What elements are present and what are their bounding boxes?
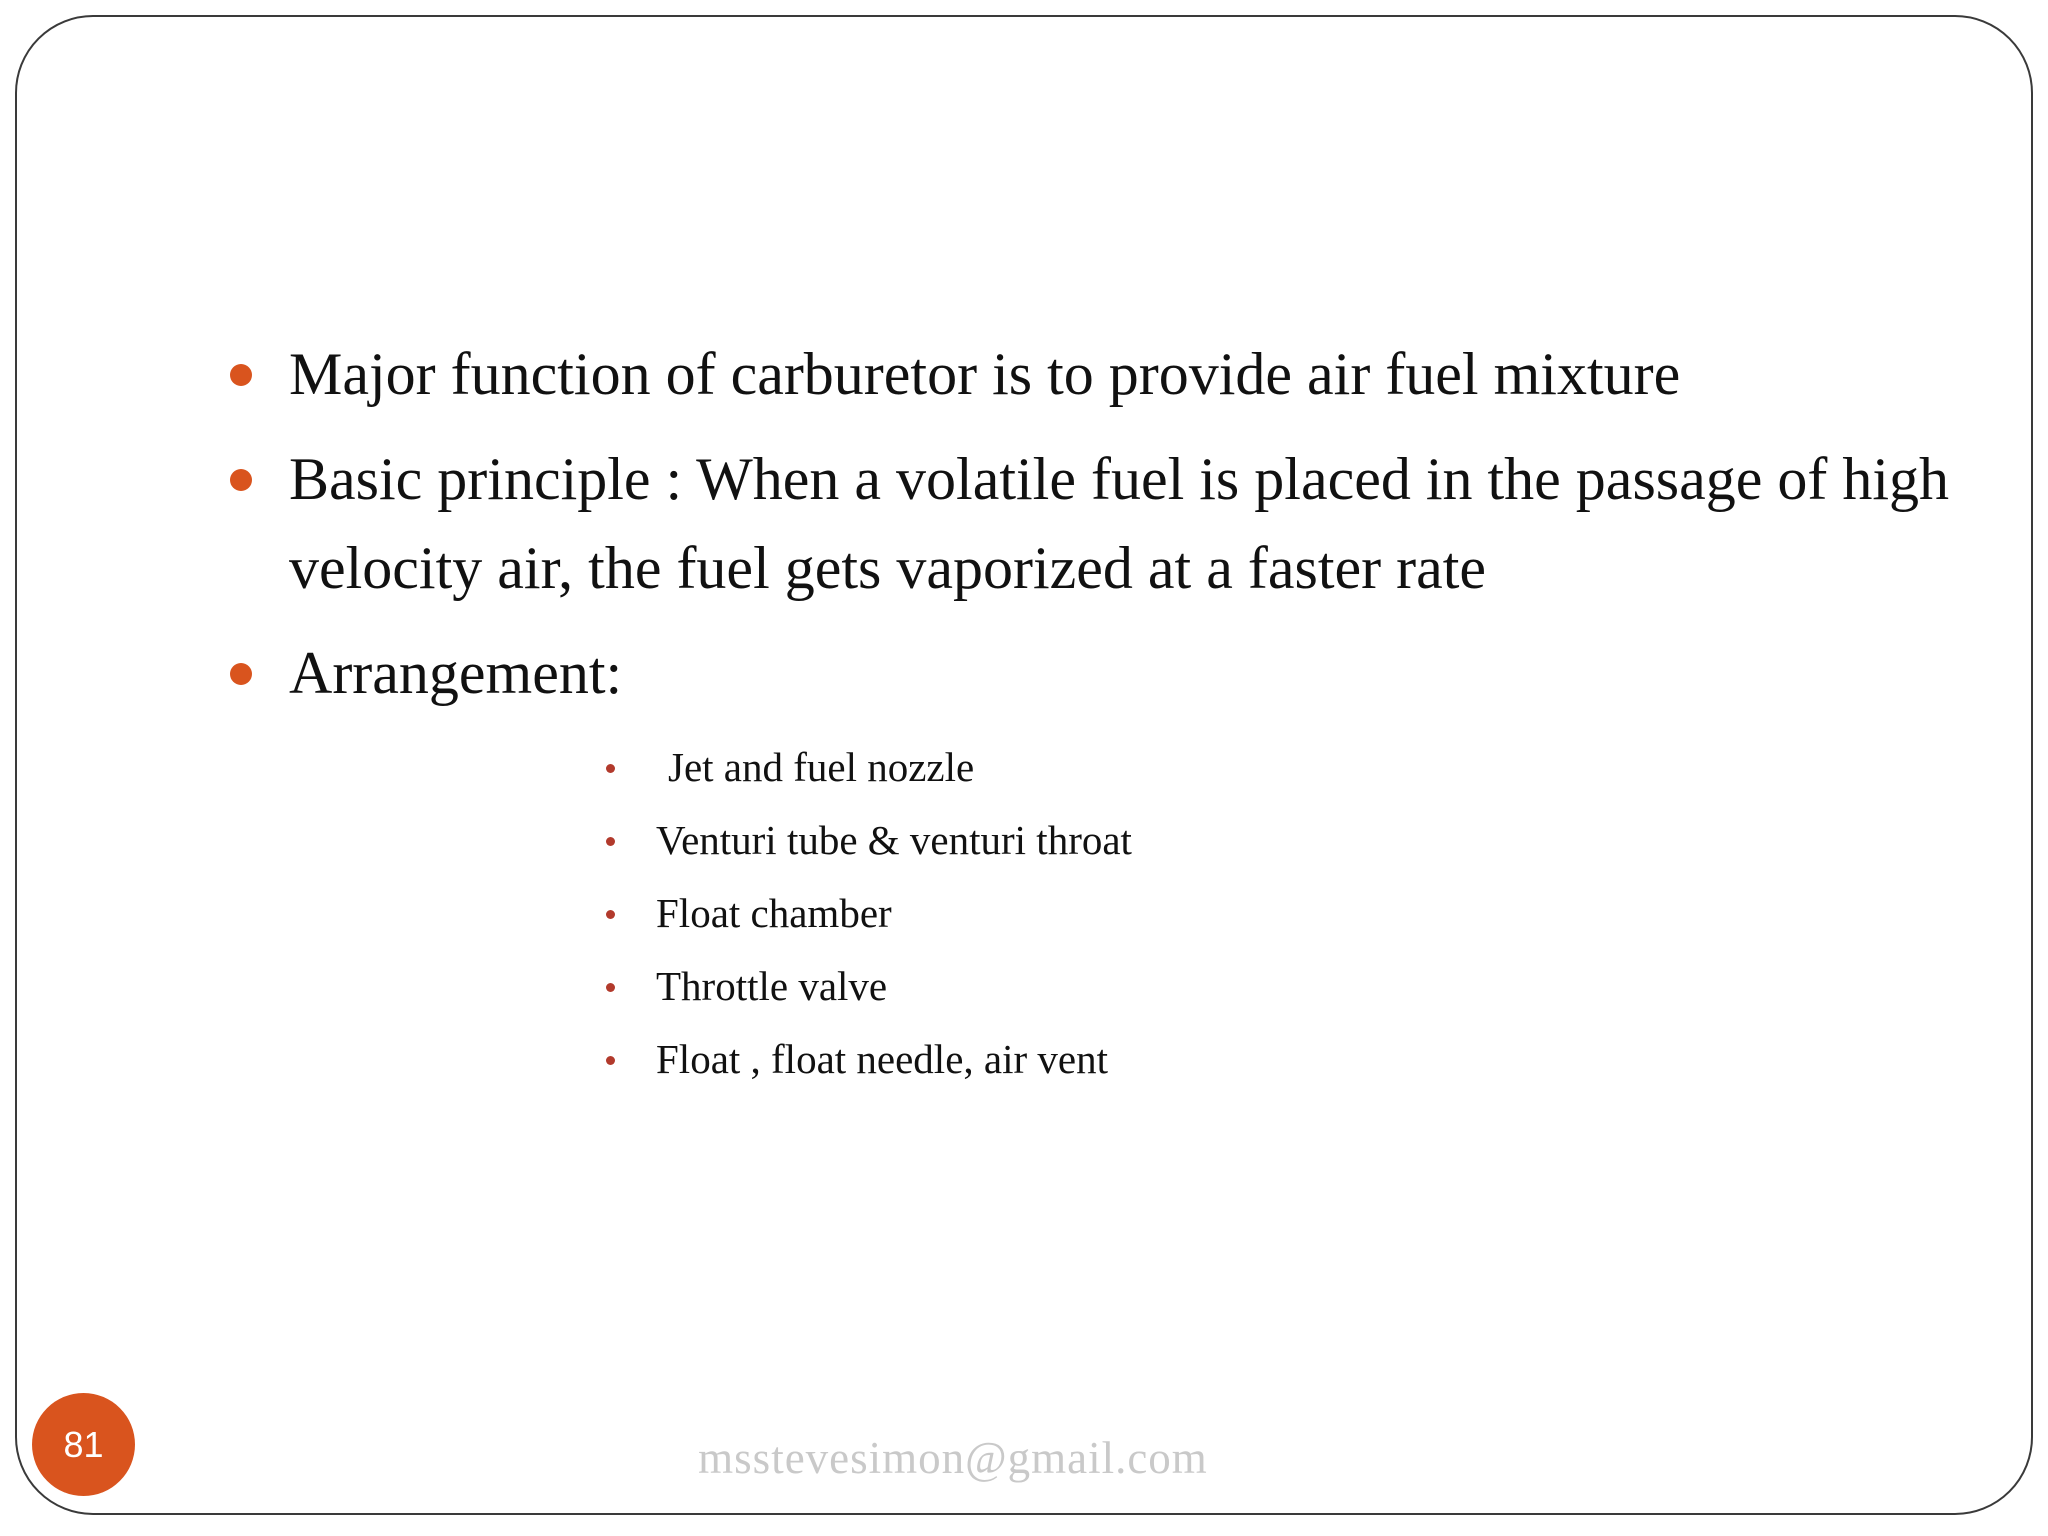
sub-list-text: Float chamber xyxy=(656,890,892,936)
main-bullet-item xyxy=(0,330,2048,419)
sub-list-text: Jet and fuel nozzle xyxy=(668,744,975,790)
sub-bullet-dot-icon xyxy=(606,764,615,773)
sub-bullet-dot-icon xyxy=(606,1056,615,1065)
main-bullet-text: Arrangement: xyxy=(289,640,623,706)
sub-list-text: Throttle valve xyxy=(656,963,888,1009)
sub-list-item xyxy=(0,950,2048,1023)
bullet-dot-icon xyxy=(230,469,252,491)
bullet-dot-icon xyxy=(230,663,252,685)
bullet-dot-icon xyxy=(230,364,252,386)
main-bullet-text: Basic principle : When a volatile fuel is placed in the passage of high velocity air, the fuel gets vaporized at a faster rate xyxy=(289,446,1950,601)
main-bullet-item xyxy=(0,435,2048,613)
main-bullet-list xyxy=(0,330,2048,734)
sub-list-item xyxy=(0,731,2048,804)
sub-bullet-dot-icon xyxy=(606,910,615,919)
sub-list-item xyxy=(0,804,2048,877)
page-number-badge: 81 xyxy=(32,1393,135,1496)
main-bullet-item xyxy=(0,629,2048,718)
sub-list-item xyxy=(0,877,2048,950)
sub-list-item xyxy=(0,1023,2048,1096)
sub-bullet-dot-icon xyxy=(606,837,615,846)
sub-list-text: Venturi tube & venturi throat xyxy=(656,817,1132,863)
footer-email: msstevesimon@gmail.com xyxy=(698,1433,1208,1483)
arrangement-sub-list xyxy=(0,731,2048,1096)
sub-bullet-dot-icon xyxy=(606,983,615,992)
sub-list-text: Float , float needle, air vent xyxy=(656,1036,1108,1082)
main-bullet-text: Major function of carburetor is to provide air fuel mixture xyxy=(289,341,1681,407)
